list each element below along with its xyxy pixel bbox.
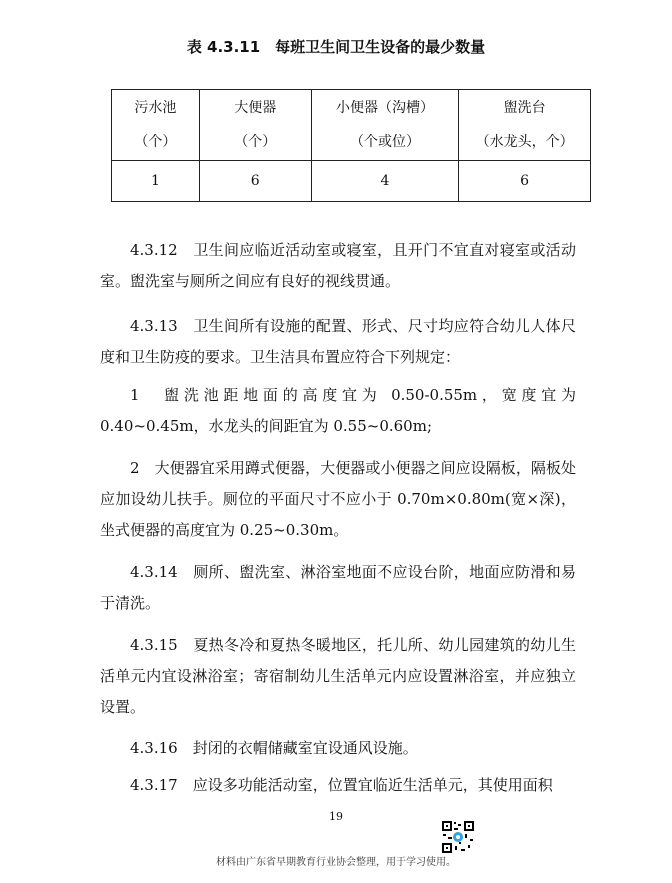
clause-4-3-13: 4.3.13 卫生间所有设施的配置、形式、尺寸均应符合幼儿人体尺度和卫生防疫的要求。卫生洁具布置应符合下列规定： [100, 317, 576, 366]
table-cell: 4 [311, 161, 459, 202]
page-number: 19 [329, 810, 343, 823]
table-header-row [112, 90, 591, 161]
header-cell: 大便器 （个） [199, 90, 311, 161]
header-cell: 盥洗台 （水龙头，个） [459, 90, 591, 161]
clause-item-2: 2 大便器宜采用蹲式便器，大便器或小便器之间应设隔板，隔板处应加设幼儿扶手。厕位的平面尺寸不应小于 0.70m×0.80m(宽×深)，坐式便器的高度宜为 0.25~0.30m。 [100, 459, 576, 539]
clause-4-3-17: 4.3.17 应设多功能活动室，位置宜临近生活单元，其使用面积 [130, 776, 553, 794]
table-row [112, 161, 591, 202]
clause-4-3-16: 4.3.16 封闭的衣帽储藏室宜设通风设施。 [130, 739, 418, 757]
clause-4-3-15: 4.3.15 夏热冬冷和夏热冬暖地区，托儿所、幼儿园建筑的幼儿生活单元内宜设淋浴室；寄宿制幼儿生活单元内应设置淋浴室，并应独立设置。 [100, 636, 576, 716]
clause-item-1: 1 盥洗池距地面的高度宜为 0.50-0.55m，宽度宜为 0.40~0.45m，水龙头的间距宜为 0.55~0.60m; [100, 386, 576, 435]
table-cell: 6 [459, 161, 591, 202]
qr-code-icon [441, 820, 475, 854]
table-title: 表 4.3.11 每班卫生间卫生设备的最少数量 [186, 38, 486, 56]
equipment-table [111, 89, 591, 202]
header-cell: 小便器（沟槽） （个或位） [311, 90, 459, 161]
clause-4-3-12: 4.3.12 卫生间应临近活动室或寝室，且开门不宜直对寝室或活动室。盥洗室与厕所之间应有良好的视线贯通。 [100, 241, 576, 290]
table-cell: 1 [112, 161, 200, 202]
clause-4-3-14: 4.3.14 厕所、盥洗室、淋浴室地面不应设台阶，地面应防滑和易于清洗。 [100, 563, 576, 612]
table-cell: 6 [199, 161, 311, 202]
header-cell: 污水池 （个） [112, 90, 200, 161]
footer-note: 材料由广东省早期教育行业协会整理，用于学习使用。 [216, 857, 456, 868]
